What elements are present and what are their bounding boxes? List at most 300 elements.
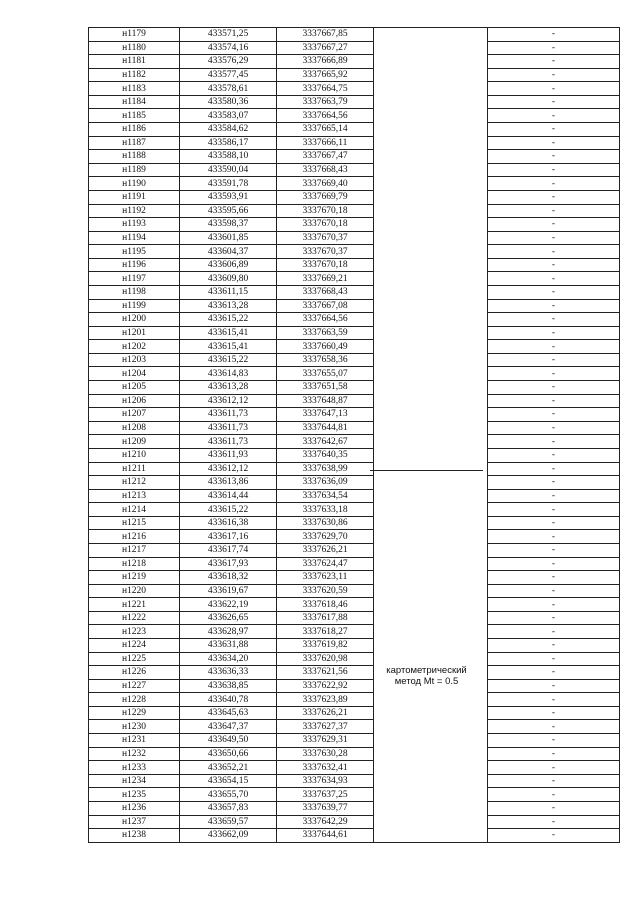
x-coordinate-cell: 433616,38 bbox=[180, 516, 277, 530]
y-coordinate-cell: 3337624,47 bbox=[277, 557, 374, 571]
remark-cell: - bbox=[488, 313, 620, 327]
table-row bbox=[89, 367, 620, 381]
table-row bbox=[89, 448, 620, 462]
remark-cell: - bbox=[488, 55, 620, 69]
point-id-cell: н1221 bbox=[89, 598, 180, 612]
method-column-cell bbox=[374, 258, 488, 272]
x-coordinate-cell: 433619,67 bbox=[180, 584, 277, 598]
table-row bbox=[89, 381, 620, 395]
coordinates-table bbox=[88, 27, 620, 843]
point-id-cell: н1212 bbox=[89, 476, 180, 490]
method-column-cell bbox=[374, 109, 488, 123]
y-coordinate-cell: 3337619,82 bbox=[277, 639, 374, 653]
y-coordinate-cell: 3337647,13 bbox=[277, 408, 374, 422]
remark-cell: - bbox=[488, 801, 620, 815]
y-coordinate-cell: 3337658,36 bbox=[277, 353, 374, 367]
remark-cell: - bbox=[488, 299, 620, 313]
method-column-cell bbox=[374, 611, 488, 625]
y-coordinate-cell: 3337622,92 bbox=[277, 679, 374, 693]
remark-cell: - bbox=[488, 448, 620, 462]
x-coordinate-cell: 433614,83 bbox=[180, 367, 277, 381]
point-id-cell: н1222 bbox=[89, 611, 180, 625]
remark-cell: - bbox=[488, 353, 620, 367]
table-row bbox=[89, 231, 620, 245]
x-coordinate-cell: 433611,15 bbox=[180, 285, 277, 299]
point-id-cell: н1195 bbox=[89, 245, 180, 259]
table-row bbox=[89, 95, 620, 109]
point-id-cell: н1235 bbox=[89, 788, 180, 802]
y-coordinate-cell: 3337666,89 bbox=[277, 55, 374, 69]
x-coordinate-cell: 433615,22 bbox=[180, 503, 277, 517]
table-row bbox=[89, 55, 620, 69]
table-row bbox=[89, 801, 620, 815]
y-coordinate-cell: 3337670,18 bbox=[277, 218, 374, 232]
y-coordinate-cell: 3337630,86 bbox=[277, 516, 374, 530]
remark-cell: - bbox=[488, 666, 620, 680]
remark-cell: - bbox=[488, 761, 620, 775]
table-row bbox=[89, 177, 620, 191]
remark-cell: - bbox=[488, 815, 620, 829]
x-coordinate-cell: 433649,50 bbox=[180, 734, 277, 748]
y-coordinate-cell: 3337655,07 bbox=[277, 367, 374, 381]
method-cell-separator bbox=[370, 470, 483, 471]
point-id-cell: н1237 bbox=[89, 815, 180, 829]
table-row bbox=[89, 258, 620, 272]
remark-cell: - bbox=[488, 747, 620, 761]
method-column-cell bbox=[374, 530, 488, 544]
x-coordinate-cell: 433618,32 bbox=[180, 571, 277, 585]
method-column-cell bbox=[374, 381, 488, 395]
x-coordinate-cell: 433631,88 bbox=[180, 639, 277, 653]
method-column-cell bbox=[374, 204, 488, 218]
y-coordinate-cell: 3337636,09 bbox=[277, 476, 374, 490]
point-id-cell: н1226 bbox=[89, 666, 180, 680]
remark-cell: - bbox=[488, 788, 620, 802]
method-column-cell bbox=[374, 571, 488, 585]
point-id-cell: н1184 bbox=[89, 95, 180, 109]
method-column-cell bbox=[374, 720, 488, 734]
x-coordinate-cell: 433662,09 bbox=[180, 829, 277, 843]
method-column-cell bbox=[374, 285, 488, 299]
point-id-cell: н1216 bbox=[89, 530, 180, 544]
method-column-cell bbox=[374, 476, 488, 490]
method-column-cell bbox=[374, 747, 488, 761]
method-column-cell bbox=[374, 543, 488, 557]
point-id-cell: н1232 bbox=[89, 747, 180, 761]
table-row bbox=[89, 666, 620, 680]
method-column-cell bbox=[374, 693, 488, 707]
x-coordinate-cell: 433611,73 bbox=[180, 435, 277, 449]
method-accuracy: метод Mt = 0.5 bbox=[394, 676, 459, 687]
table-row bbox=[89, 815, 620, 829]
table-row bbox=[89, 299, 620, 313]
y-coordinate-cell: 3337642,67 bbox=[277, 435, 374, 449]
point-id-cell: н1231 bbox=[89, 734, 180, 748]
method-column-cell bbox=[374, 801, 488, 815]
table-row bbox=[89, 68, 620, 82]
x-coordinate-cell: 433628,97 bbox=[180, 625, 277, 639]
method-column-cell bbox=[374, 28, 488, 42]
point-id-cell: н1198 bbox=[89, 285, 180, 299]
coordinates-table-sheet bbox=[88, 27, 616, 883]
table-row bbox=[89, 720, 620, 734]
table-row bbox=[89, 598, 620, 612]
y-coordinate-cell: 3337665,14 bbox=[277, 123, 374, 137]
remark-cell: - bbox=[488, 774, 620, 788]
method-column-cell bbox=[374, 367, 488, 381]
method-column-cell bbox=[374, 55, 488, 69]
method-column-cell bbox=[374, 462, 488, 476]
x-coordinate-cell: 433601,85 bbox=[180, 231, 277, 245]
method-column-cell bbox=[374, 123, 488, 137]
x-coordinate-cell: 433615,22 bbox=[180, 353, 277, 367]
x-coordinate-cell: 433613,86 bbox=[180, 476, 277, 490]
point-id-cell: н1214 bbox=[89, 503, 180, 517]
y-coordinate-cell: 3337669,79 bbox=[277, 190, 374, 204]
remark-cell: - bbox=[488, 652, 620, 666]
y-coordinate-cell: 3337667,08 bbox=[277, 299, 374, 313]
x-coordinate-cell: 433657,83 bbox=[180, 801, 277, 815]
point-id-cell: н1206 bbox=[89, 394, 180, 408]
point-id-cell: н1210 bbox=[89, 448, 180, 462]
x-coordinate-cell: 433622,19 bbox=[180, 598, 277, 612]
table-row bbox=[89, 611, 620, 625]
y-coordinate-cell: 3337669,21 bbox=[277, 272, 374, 286]
x-coordinate-cell: 433615,22 bbox=[180, 313, 277, 327]
coordinates-table-body bbox=[89, 28, 620, 843]
method-column-cell bbox=[374, 639, 488, 653]
x-coordinate-cell: 433593,91 bbox=[180, 190, 277, 204]
table-row bbox=[89, 394, 620, 408]
x-coordinate-cell: 433615,41 bbox=[180, 326, 277, 340]
y-coordinate-cell: 3337667,47 bbox=[277, 150, 374, 164]
table-row bbox=[89, 516, 620, 530]
point-id-cell: н1227 bbox=[89, 679, 180, 693]
y-coordinate-cell: 3337630,28 bbox=[277, 747, 374, 761]
remark-cell: - bbox=[488, 693, 620, 707]
point-id-cell: н1191 bbox=[89, 190, 180, 204]
x-coordinate-cell: 433606,89 bbox=[180, 258, 277, 272]
remark-cell: - bbox=[488, 394, 620, 408]
point-id-cell: н1187 bbox=[89, 136, 180, 150]
method-column-cell bbox=[374, 774, 488, 788]
point-id-cell: н1200 bbox=[89, 313, 180, 327]
x-coordinate-cell: 433652,21 bbox=[180, 761, 277, 775]
method-column-cell bbox=[374, 313, 488, 327]
table-row bbox=[89, 530, 620, 544]
remark-cell: - bbox=[488, 530, 620, 544]
table-row bbox=[89, 285, 620, 299]
remark-cell: - bbox=[488, 136, 620, 150]
method-column-cell bbox=[374, 788, 488, 802]
x-coordinate-cell: 433576,29 bbox=[180, 55, 277, 69]
y-coordinate-cell: 3337638,99 bbox=[277, 462, 374, 476]
x-coordinate-cell: 433636,33 bbox=[180, 666, 277, 680]
method-column-cell bbox=[374, 136, 488, 150]
point-id-cell: н1209 bbox=[89, 435, 180, 449]
remark-cell: - bbox=[488, 706, 620, 720]
method-column-cell bbox=[374, 408, 488, 422]
point-id-cell: н1224 bbox=[89, 639, 180, 653]
remark-cell: - bbox=[488, 258, 620, 272]
remark-cell: - bbox=[488, 503, 620, 517]
x-coordinate-cell: 433598,37 bbox=[180, 218, 277, 232]
table-row bbox=[89, 652, 620, 666]
y-coordinate-cell: 3337618,46 bbox=[277, 598, 374, 612]
y-coordinate-cell: 3337639,77 bbox=[277, 801, 374, 815]
table-row bbox=[89, 190, 620, 204]
remark-cell: - bbox=[488, 272, 620, 286]
method-column-cell bbox=[374, 82, 488, 96]
method-column-cell bbox=[374, 734, 488, 748]
remark-cell: - bbox=[488, 639, 620, 653]
table-row bbox=[89, 408, 620, 422]
point-id-cell: н1205 bbox=[89, 381, 180, 395]
y-coordinate-cell: 3337626,21 bbox=[277, 706, 374, 720]
table-row bbox=[89, 693, 620, 707]
y-coordinate-cell: 3337670,18 bbox=[277, 258, 374, 272]
point-id-cell: н1213 bbox=[89, 489, 180, 503]
y-coordinate-cell: 3337663,59 bbox=[277, 326, 374, 340]
method-column-cell bbox=[374, 95, 488, 109]
table-row bbox=[89, 679, 620, 693]
y-coordinate-cell: 3337637,25 bbox=[277, 788, 374, 802]
x-coordinate-cell: 433617,93 bbox=[180, 557, 277, 571]
table-row bbox=[89, 150, 620, 164]
y-coordinate-cell: 3337667,27 bbox=[277, 41, 374, 55]
method-column-cell bbox=[374, 448, 488, 462]
table-row bbox=[89, 476, 620, 490]
table-row bbox=[89, 774, 620, 788]
point-id-cell: н1234 bbox=[89, 774, 180, 788]
y-coordinate-cell: 3337664,56 bbox=[277, 109, 374, 123]
point-id-cell: н1190 bbox=[89, 177, 180, 191]
x-coordinate-cell: 433611,73 bbox=[180, 421, 277, 435]
x-coordinate-cell: 433614,44 bbox=[180, 489, 277, 503]
y-coordinate-cell: 3337668,43 bbox=[277, 163, 374, 177]
point-id-cell: н1196 bbox=[89, 258, 180, 272]
method-column-cell bbox=[374, 421, 488, 435]
point-id-cell: н1188 bbox=[89, 150, 180, 164]
method-column-cell bbox=[374, 598, 488, 612]
x-coordinate-cell: 433604,37 bbox=[180, 245, 277, 259]
remark-cell: - bbox=[488, 571, 620, 585]
y-coordinate-cell: 3337620,98 bbox=[277, 652, 374, 666]
remark-cell: - bbox=[488, 516, 620, 530]
point-id-cell: н1238 bbox=[89, 829, 180, 843]
x-coordinate-cell: 433590,04 bbox=[180, 163, 277, 177]
remark-cell: - bbox=[488, 82, 620, 96]
y-coordinate-cell: 3337644,61 bbox=[277, 829, 374, 843]
y-coordinate-cell: 3337629,31 bbox=[277, 734, 374, 748]
x-coordinate-cell: 433655,70 bbox=[180, 788, 277, 802]
y-coordinate-cell: 3337634,93 bbox=[277, 774, 374, 788]
y-coordinate-cell: 3337667,85 bbox=[277, 28, 374, 42]
x-coordinate-cell: 433638,85 bbox=[180, 679, 277, 693]
table-row bbox=[89, 245, 620, 259]
table-row bbox=[89, 734, 620, 748]
point-id-cell: н1179 bbox=[89, 28, 180, 42]
table-row bbox=[89, 503, 620, 517]
x-coordinate-cell: 433588,10 bbox=[180, 150, 277, 164]
point-id-cell: н1218 bbox=[89, 557, 180, 571]
y-coordinate-cell: 3337644,81 bbox=[277, 421, 374, 435]
table-row bbox=[89, 218, 620, 232]
method-column-cell bbox=[374, 435, 488, 449]
point-id-cell: н1204 bbox=[89, 367, 180, 381]
point-id-cell: н1182 bbox=[89, 68, 180, 82]
table-row bbox=[89, 639, 620, 653]
x-coordinate-cell: 433640,78 bbox=[180, 693, 277, 707]
point-id-cell: н1220 bbox=[89, 584, 180, 598]
point-id-cell: н1217 bbox=[89, 543, 180, 557]
x-coordinate-cell: 433613,28 bbox=[180, 299, 277, 313]
table-row bbox=[89, 747, 620, 761]
remark-cell: - bbox=[488, 543, 620, 557]
x-coordinate-cell: 433574,16 bbox=[180, 41, 277, 55]
table-row bbox=[89, 584, 620, 598]
remark-cell: - bbox=[488, 190, 620, 204]
method-column-cell bbox=[374, 353, 488, 367]
y-coordinate-cell: 3337666,11 bbox=[277, 136, 374, 150]
x-coordinate-cell: 433586,17 bbox=[180, 136, 277, 150]
x-coordinate-cell: 433617,16 bbox=[180, 530, 277, 544]
table-row bbox=[89, 109, 620, 123]
x-coordinate-cell: 433617,74 bbox=[180, 543, 277, 557]
point-id-cell: н1225 bbox=[89, 652, 180, 666]
remark-cell: - bbox=[488, 734, 620, 748]
x-coordinate-cell: 433609,80 bbox=[180, 272, 277, 286]
table-row bbox=[89, 625, 620, 639]
remark-cell: - bbox=[488, 218, 620, 232]
y-coordinate-cell: 3337642,29 bbox=[277, 815, 374, 829]
remark-cell: - bbox=[488, 625, 620, 639]
method-column-cell bbox=[374, 557, 488, 571]
x-coordinate-cell: 433647,37 bbox=[180, 720, 277, 734]
method-column-cell bbox=[374, 394, 488, 408]
method-column-cell bbox=[374, 218, 488, 232]
method-column-cell bbox=[374, 761, 488, 775]
table-row bbox=[89, 41, 620, 55]
x-coordinate-cell: 433577,45 bbox=[180, 68, 277, 82]
method-column-cell bbox=[374, 68, 488, 82]
x-coordinate-cell: 433626,65 bbox=[180, 611, 277, 625]
remark-cell: - bbox=[488, 177, 620, 191]
table-row bbox=[89, 435, 620, 449]
remark-cell: - bbox=[488, 109, 620, 123]
method-label: картометрический bbox=[386, 665, 467, 676]
y-coordinate-cell: 3337633,18 bbox=[277, 503, 374, 517]
table-row bbox=[89, 28, 620, 42]
point-id-cell: н1215 bbox=[89, 516, 180, 530]
remark-cell: - bbox=[488, 367, 620, 381]
y-coordinate-cell: 3337623,11 bbox=[277, 571, 374, 585]
x-coordinate-cell: 433613,28 bbox=[180, 381, 277, 395]
table-row bbox=[89, 82, 620, 96]
method-column-cell bbox=[374, 163, 488, 177]
point-id-cell: н1186 bbox=[89, 123, 180, 137]
table-row bbox=[89, 340, 620, 354]
point-id-cell: н1199 bbox=[89, 299, 180, 313]
point-id-cell: н1236 bbox=[89, 801, 180, 815]
y-coordinate-cell: 3337623,89 bbox=[277, 693, 374, 707]
remark-cell: - bbox=[488, 381, 620, 395]
table-row bbox=[89, 313, 620, 327]
x-coordinate-cell: 433634,20 bbox=[180, 652, 277, 666]
y-coordinate-cell: 3337618,27 bbox=[277, 625, 374, 639]
method-column-cell bbox=[374, 231, 488, 245]
y-coordinate-cell: 3337648,87 bbox=[277, 394, 374, 408]
point-id-cell: н1194 bbox=[89, 231, 180, 245]
y-coordinate-cell: 3337670,37 bbox=[277, 245, 374, 259]
y-coordinate-cell: 3337640,35 bbox=[277, 448, 374, 462]
table-row bbox=[89, 123, 620, 137]
method-column-cell bbox=[374, 190, 488, 204]
table-row bbox=[89, 788, 620, 802]
remark-cell: - bbox=[488, 163, 620, 177]
point-id-cell: н1208 bbox=[89, 421, 180, 435]
point-id-cell: н1202 bbox=[89, 340, 180, 354]
remark-cell: - bbox=[488, 557, 620, 571]
y-coordinate-cell: 3337663,79 bbox=[277, 95, 374, 109]
remark-cell: - bbox=[488, 204, 620, 218]
method-cell bbox=[370, 665, 483, 687]
point-id-cell: н1185 bbox=[89, 109, 180, 123]
point-id-cell: н1223 bbox=[89, 625, 180, 639]
remark-cell: - bbox=[488, 231, 620, 245]
y-coordinate-cell: 3337626,21 bbox=[277, 543, 374, 557]
table-row bbox=[89, 829, 620, 843]
remark-cell: - bbox=[488, 95, 620, 109]
method-column-cell bbox=[374, 299, 488, 313]
point-id-cell: н1180 bbox=[89, 41, 180, 55]
method-column-cell bbox=[374, 272, 488, 286]
x-coordinate-cell: 433659,57 bbox=[180, 815, 277, 829]
remark-cell: - bbox=[488, 435, 620, 449]
point-id-cell: н1183 bbox=[89, 82, 180, 96]
point-id-cell: н1207 bbox=[89, 408, 180, 422]
method-column-cell bbox=[374, 41, 488, 55]
table-row bbox=[89, 489, 620, 503]
remark-cell: - bbox=[488, 584, 620, 598]
y-coordinate-cell: 3337660,49 bbox=[277, 340, 374, 354]
remark-cell: - bbox=[488, 829, 620, 843]
point-id-cell: н1193 bbox=[89, 218, 180, 232]
table-row bbox=[89, 462, 620, 476]
remark-cell: - bbox=[488, 123, 620, 137]
table-row bbox=[89, 353, 620, 367]
x-coordinate-cell: 433645,63 bbox=[180, 706, 277, 720]
table-row bbox=[89, 761, 620, 775]
method-column-cell bbox=[374, 177, 488, 191]
method-column-cell bbox=[374, 652, 488, 666]
table-row bbox=[89, 557, 620, 571]
point-id-cell: н1233 bbox=[89, 761, 180, 775]
y-coordinate-cell: 3337665,92 bbox=[277, 68, 374, 82]
point-id-cell: н1181 bbox=[89, 55, 180, 69]
remark-cell: - bbox=[488, 68, 620, 82]
x-coordinate-cell: 433612,12 bbox=[180, 394, 277, 408]
remark-cell: - bbox=[488, 679, 620, 693]
point-id-cell: н1228 bbox=[89, 693, 180, 707]
point-id-cell: н1229 bbox=[89, 706, 180, 720]
remark-cell: - bbox=[488, 489, 620, 503]
table-row bbox=[89, 136, 620, 150]
y-coordinate-cell: 3337627,37 bbox=[277, 720, 374, 734]
remark-cell: - bbox=[488, 326, 620, 340]
remark-cell: - bbox=[488, 421, 620, 435]
point-id-cell: н1189 bbox=[89, 163, 180, 177]
